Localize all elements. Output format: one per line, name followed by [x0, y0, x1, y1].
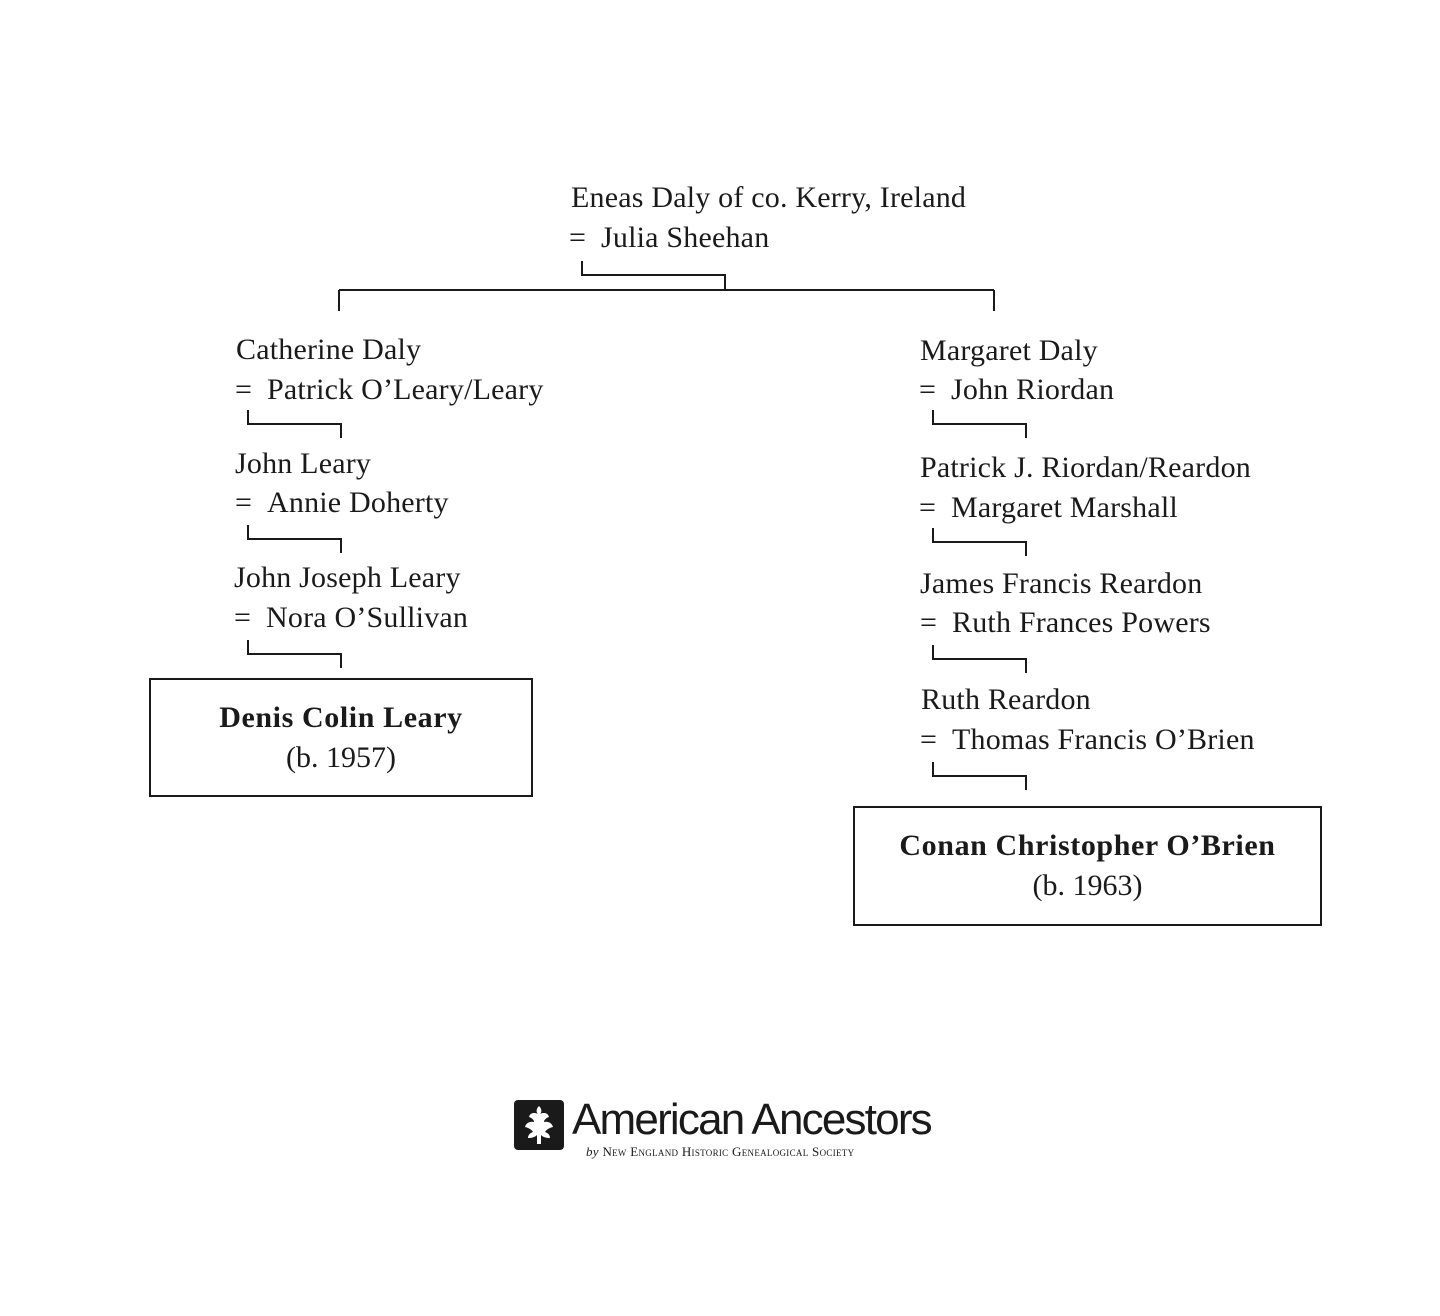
marriage-symbol: = [920, 606, 938, 639]
right-person-1: Margaret Daly [920, 334, 1098, 367]
right-spouse-line-4 [920, 720, 1255, 760]
left-descendant-name: Denis Colin Leary [219, 701, 463, 734]
right-person-4: Ruth Reardon [921, 683, 1091, 716]
left-bracket-2 [248, 525, 341, 553]
oak-leaf-icon [514, 1100, 564, 1150]
right-spouse-4: Thomas Francis O’Brien [952, 723, 1255, 756]
marriage-symbol: = [235, 373, 253, 406]
left-spouse-2: Annie Doherty [267, 486, 449, 519]
right-person-2: Patrick J. Riordan/Reardon [920, 451, 1251, 484]
left-spouse-line-2 [235, 483, 449, 523]
right-bracket-2 [933, 528, 1026, 556]
right-spouse-line-1 [919, 370, 1114, 410]
right-descendant-born: (b. 1963) [1032, 869, 1143, 902]
right-descendant-box [853, 806, 1322, 926]
marriage-symbol: = [569, 221, 587, 254]
right-spouse-line-2 [919, 488, 1178, 528]
right-descendant-name: Conan Christopher O’Brien [899, 829, 1276, 862]
logo-by: by [586, 1144, 599, 1159]
left-descendant-box [149, 678, 533, 797]
marriage-symbol: = [234, 601, 252, 634]
marriage-symbol: = [920, 723, 938, 756]
logo-tagline [586, 1144, 854, 1160]
right-spouse-line-3 [920, 603, 1211, 643]
right-bracket-1 [933, 410, 1026, 438]
marriage-symbol: = [919, 491, 937, 524]
american-ancestors-logo [514, 1095, 944, 1168]
logo-society: New England Historic Genealogical Society [602, 1144, 855, 1159]
right-person-3: James Francis Reardon [920, 567, 1203, 600]
left-spouse-1: Patrick O’Leary/Leary [267, 373, 544, 406]
left-descendant-born: (b. 1957) [286, 741, 396, 774]
right-spouse-2: Margaret Marshall [951, 491, 1178, 524]
marriage-symbol: = [235, 486, 253, 519]
right-spouse-1: John Riordan [951, 373, 1115, 406]
root-child-bracket [582, 261, 725, 290]
right-spouse-3: Ruth Frances Powers [952, 606, 1211, 639]
left-spouse-line-3 [234, 598, 468, 638]
left-person-2: John Leary [235, 447, 372, 480]
root-spouse: Julia Sheehan [601, 221, 770, 254]
left-bracket-1 [248, 410, 341, 438]
right-bracket-4 [933, 762, 1026, 790]
left-bracket-3 [248, 640, 341, 668]
left-person-1: Catherine Daly [236, 333, 422, 366]
logo-wordmark: American Ancestors [572, 1095, 931, 1144]
marriage-symbol: = [919, 373, 937, 406]
root-ancestor: Eneas Daly of co. Kerry, Ireland [571, 181, 967, 214]
left-spouse-line-1 [235, 370, 544, 410]
root-spouse-line [569, 218, 769, 258]
right-bracket-3 [933, 645, 1026, 673]
left-person-3: John Joseph Leary [234, 561, 461, 594]
left-spouse-3: Nora O’Sullivan [266, 601, 469, 634]
